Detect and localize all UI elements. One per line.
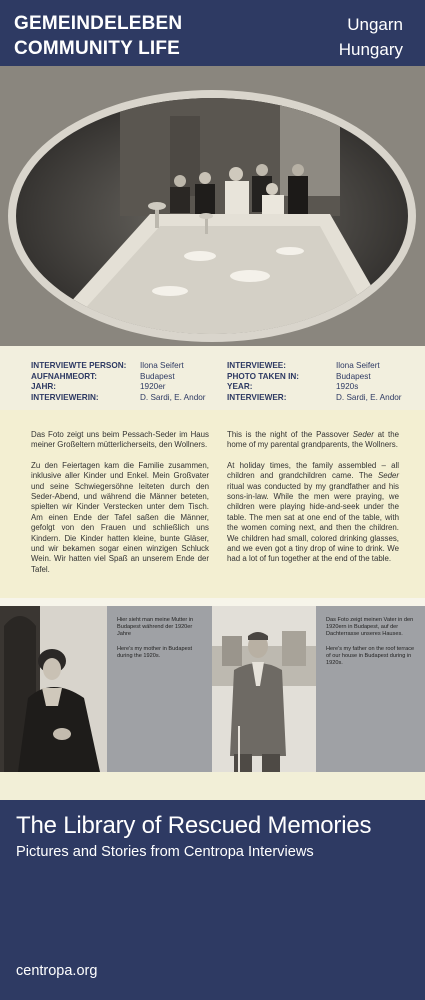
story-text: At holiday times, the family assembled – all children and grandchildren came. The (227, 460, 399, 481)
info-value: 1920s (336, 382, 359, 392)
seder-photo (0, 66, 425, 346)
story-column-en (227, 430, 399, 565)
seder-photo-illustration (0, 66, 425, 346)
info-value: D. Sardi, E. Andor (140, 392, 206, 402)
info-values-de (140, 361, 206, 403)
info-label: PHOTO TAKEN IN: (227, 371, 300, 381)
story-section (0, 410, 425, 598)
section-title-en: COMMUNITY LIFE (14, 38, 181, 59)
info-value: Budapest (140, 371, 175, 381)
info-value: Ilona Seifert (140, 361, 184, 370)
country-de: Ungarn (347, 15, 403, 34)
story-paragraph: Das Foto zeigt uns beim Pessach-Seder im Haus meiner Großeltern mütterlicherseits, den Wollners. (31, 430, 209, 450)
story-text: This is the night of the Passover (227, 430, 353, 439)
divider (0, 772, 425, 800)
library-title: The Library of Rescued Memories (16, 812, 372, 839)
seder-term: Seder (377, 471, 399, 481)
mother-photo-illustration (0, 606, 107, 772)
seder-term: Seder (352, 430, 374, 439)
info-label: INTERVIEWER: (227, 392, 287, 402)
info-label: YEAR: (227, 382, 253, 392)
info-label: INTERVIEWERIN: (31, 392, 99, 402)
divider (0, 598, 425, 606)
info-label: INTERVIEWEE: (227, 361, 286, 370)
mother-photo (0, 606, 107, 772)
story-paragraph (227, 461, 399, 565)
father-caption (326, 617, 416, 667)
info-value: Budapest (336, 371, 371, 381)
info-value: D. Sardi, E. Andor (336, 392, 402, 402)
info-value: Ilona Seifert (336, 361, 380, 370)
caption-de: Das Foto zeigt meinen Vater in den 1920ern in Budapest, auf der Dachterrasse unseres Hauses. (326, 617, 414, 638)
section-title-de: GEMEINDELEBEN (14, 13, 183, 34)
info-label: JAHR: (31, 382, 57, 392)
story-paragraph (227, 430, 399, 451)
father-photo (212, 606, 316, 772)
info-label: INTERVIEWTE PERSON: (31, 361, 127, 370)
country-en: Hungary (338, 40, 403, 59)
interview-info (0, 346, 425, 410)
story-paragraph: Zu den Feiertagen kam die Familie zusammen, inklusive aller Kinder und Enkel. Mein Großvater und seine Schwiegersöhne leiteten durch den Seder-Abend, und während die Männer beteten, spielten wir Kinder Verstecken unter dem Tisch. Am einen Ende der Tafel saßen die Männer, gefolgt von den Frauen und schließlich uns Kindern. Die Kinder hatten kleine, bunte Gläser, und wir bekamen sogar einen winzigen Schluck Wein. Wir hatten viel Spaß an unserem Ende der Tafel. (31, 460, 209, 574)
info-value: 1920er (140, 382, 166, 392)
info-label: AUFNAHMEORT: (31, 371, 97, 381)
library-subtitle: Pictures and Stories from Centropa Interviews (16, 844, 314, 860)
mother-caption (117, 617, 205, 660)
info-values-en (336, 361, 402, 403)
father-photo-illustration (212, 606, 316, 772)
caption-en: Here's my mother in Budapest during the 1920s. (117, 645, 193, 659)
footer (0, 800, 425, 1000)
header-bar (0, 0, 425, 66)
photo-gallery (0, 606, 425, 772)
story-text: ritual was conducted by my grandfather and his sons-in-law. While the men were praying, we children were playing hide-and-seek under the table. The men sat at one end of the table, with the women coming next, and then the children. We children had small, colored drinking glasses, and we even got a tiny drop of wine to drink. We had a lot of fun together at the end of the table. (227, 481, 399, 564)
info-labels-en (227, 361, 299, 403)
story-text: at the home of my parental grandparents, the Wollners. (227, 430, 399, 450)
caption-en: Here's my father on the roof terrace of our house in Budapest during in 1920s. (326, 645, 415, 667)
caption-de: Hier sieht man meine Mutter in Budapest während der 1920er Jahre (117, 617, 194, 638)
website-link[interactable]: centropa.org (16, 963, 98, 979)
story-column-de (31, 430, 209, 575)
info-labels-de (31, 361, 126, 403)
